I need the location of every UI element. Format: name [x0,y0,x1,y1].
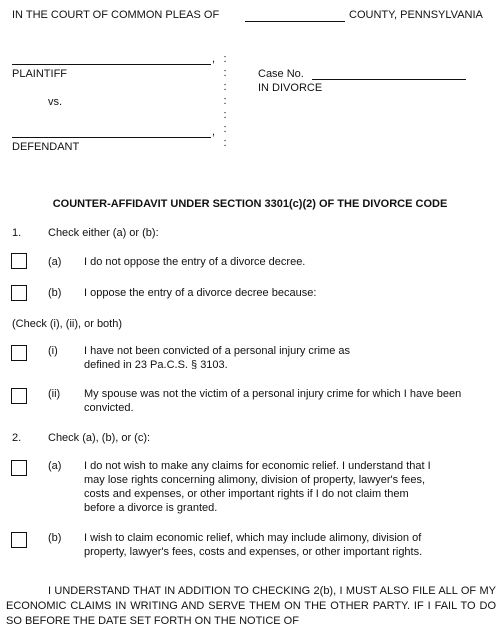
vs-label: vs. [48,96,63,108]
caption-colon: : [223,67,227,79]
checkbox-2b[interactable] [11,532,27,548]
section-2-instruction: Check (a), (b), or (c): [48,432,151,444]
option-1b-marker: (b) [48,287,62,299]
option-2a-marker: (a) [48,460,62,472]
defendant-label: DEFENDANT [12,141,80,153]
case-no-field[interactable] [312,79,466,80]
checkbox-1b[interactable] [11,285,27,301]
form-title: COUNTER-AFFIDAVIT UNDER SECTION 3301(c)(2) OF THE DIVORCE CODE [52,198,448,210]
plaintiff-comma: , [212,53,216,65]
option-1b-ii-text: My spouse was not the victim of a personal injury crime for which I have been convicted. [84,388,462,414]
case-no-label: Case No. [258,68,304,80]
option-2b-text: I wish to claim economic relief, which may include alimony, division of property, lawyer's fees, costs and expenses, or other important rights. [84,532,423,558]
in-divorce-label: IN DIVORCE [258,82,323,94]
caption-colon: : [223,53,227,65]
section-1-instruction: Check either (a) or (b): [48,227,159,239]
defendant-name-field[interactable] [12,137,211,138]
checkbox-1b-ii[interactable] [11,388,27,404]
option-1a-text: I do not oppose the entry of a divorce decree. [84,256,306,268]
checkbox-1a[interactable] [11,253,27,269]
caption-colon: : [223,137,227,149]
county-suffix: COUNTY, PENNSYLVANIA [349,9,483,21]
option-1b-i-text: I have not been convicted of a personal injury crime as defined in 23 Pa.C.S. § 3103. [84,345,350,371]
caption-colon: : [223,123,227,135]
plaintiff-name-field[interactable] [12,64,211,65]
caption-colon: : [223,95,227,107]
section-2-number: 2. [12,432,22,444]
defendant-comma: , [212,126,216,138]
court-prefix: IN THE COURT OF COMMON PLEAS OF [12,9,220,21]
checkbox-1b-i[interactable] [11,345,27,361]
economic-claims-notice: I UNDERSTAND THAT IN ADDITION TO CHECKING 2(b), I MUST ALSO FILE ALL OF MY ECONOMIC CLAIMS IN WRITING AND SERVE THEM ON THE OTHER PARTY. IF I FAIL TO DO SO BEFORE THE DATE SET FORTH ON THE NOTICE OF [6,585,496,627]
option-1b-i-marker: (i) [48,345,58,357]
option-1a-marker: (a) [48,256,62,268]
caption-colon: : [223,109,227,121]
option-2b-marker: (b) [48,532,62,544]
sub-instruction: (Check (i), (ii), or both) [12,318,123,330]
plaintiff-label: PLAINTIFF [12,68,68,80]
caption-colon: : [223,81,227,93]
checkbox-2a[interactable] [11,460,27,476]
option-1b-ii-marker: (ii) [48,388,61,400]
option-1b-text: I oppose the entry of a divorce decree because: [84,287,317,299]
county-field[interactable] [245,21,345,22]
option-2a-text: I do not wish to make any claims for economic relief. I understand that I may lose rights concerning alimony, division of property, lawyer's fees, costs and expenses, or other important rights if I do not claim them before a divorce is granted. [84,460,431,514]
section-1-number: 1. [12,227,22,239]
